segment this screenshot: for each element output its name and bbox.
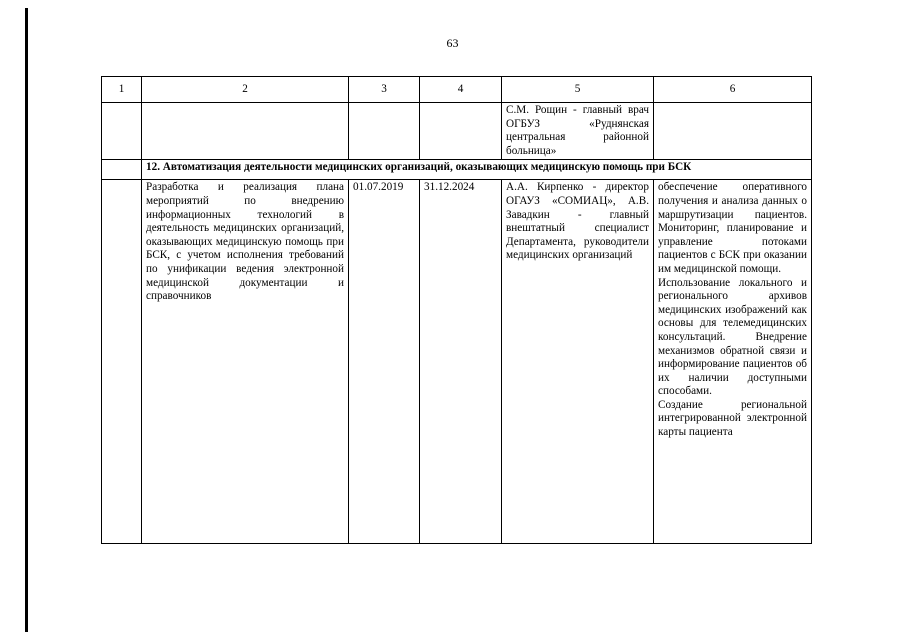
header-cell-3: 3	[349, 77, 420, 103]
result-paragraph-1: обеспечение оперативного получения и анализа данных о маршрутизации пациентов. Мониторинг, планирование и управление потоками пациентов с БСК при оказании им медицинской помощи.	[658, 181, 807, 275]
plan-table	[101, 76, 812, 544]
cell-start-date: 01.07.2019	[349, 180, 420, 544]
table-header-row	[102, 77, 812, 103]
cell-empty	[420, 103, 502, 160]
page-margin-bar	[25, 8, 28, 632]
header-cell-5: 5	[502, 77, 654, 103]
result-paragraph-3: Создание региональной интегрированной электронной карты пациента	[658, 398, 807, 439]
header-cell-6: 6	[654, 77, 812, 103]
cell-empty	[142, 103, 349, 160]
table-row-measure	[102, 180, 812, 544]
header-cell-4: 4	[420, 77, 502, 103]
page-number: 63	[446, 36, 459, 50]
table-row-continuation	[102, 103, 812, 160]
cell-expected-result	[654, 180, 812, 544]
cell-measure-description: Разработка и реализация плана мероприятий по внедрению информационных технологий в деятельность медицинских организаций, оказывающих медицинскую помощь при БСК, с учетом исполнения требований по унификации ведения электронной медицинской документации и справочников	[142, 180, 349, 544]
result-paragraph-2: Использование локального и регионального архивов медицинских изображений как основы для телемедицинских консультаций. Внедрение механизмов обратной связи и информирование пациентов об их наличии доступными способами.	[658, 276, 807, 398]
cell-responsible: А.А. Кирпенко - директор ОГАУЗ «СОМИАЦ», А.В. Завадкин - главный внештатный специалист Департамента, руководители медицинских организаций	[502, 180, 654, 544]
cell-responsible: С.М. Рощин - главный врач ОГБУЗ «Руднянская центральная районной больница»	[502, 103, 654, 160]
cell-empty	[102, 180, 142, 544]
cell-empty	[102, 103, 142, 160]
section-title: 12. Автоматизация деятельности медицинских организаций, оказывающих медицинскую помощь при БСК	[142, 160, 812, 180]
cell-end-date: 31.12.2024	[420, 180, 502, 544]
cell-empty	[654, 103, 812, 160]
header-cell-2: 2	[142, 77, 349, 103]
cell-empty	[102, 160, 142, 180]
cell-empty	[349, 103, 420, 160]
section-row	[102, 160, 812, 180]
header-cell-1: 1	[102, 77, 142, 103]
